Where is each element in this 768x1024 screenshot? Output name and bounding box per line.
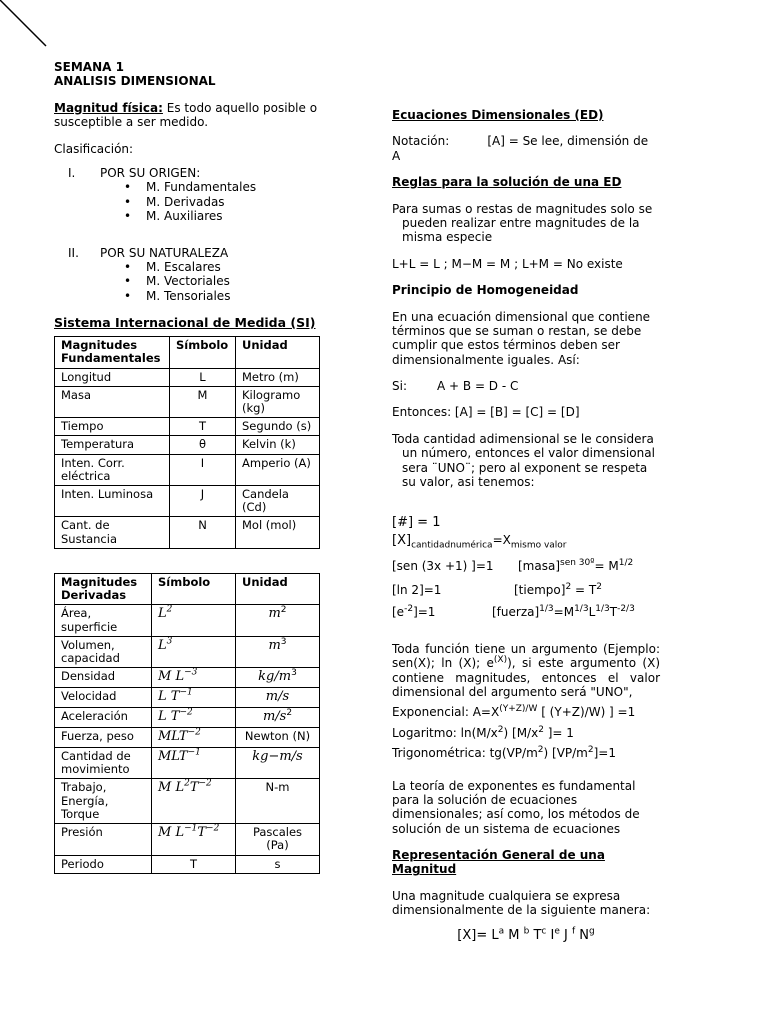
rule-number: [#] = 1 [392,515,441,531]
table-cell: Mol (mol) [236,517,320,548]
notacion-line: Notación: [A] = Se lee, dimensión de A [392,134,649,163]
column-header: Símbolo [170,337,236,368]
table-row [55,708,320,728]
list-item: • M. Auxiliares [146,209,322,223]
table-cell: Fuerza, peso [55,728,152,748]
table-cell: Periodo [55,855,152,873]
table-row [55,454,320,485]
table-cell: Cantidad de movimiento [55,747,152,778]
reglas-text: Para sumas o restas de magnitudes solo se pueden realizar entre magnitudes de la misma especie [392,201,653,245]
table-header-row [55,573,320,604]
unit-cell: $m^2$ [236,605,320,636]
unit-cell: m/s [236,688,320,708]
fundamental-units-table [54,336,320,549]
table-row [55,855,320,873]
table-row [55,418,320,436]
list-item: • M. Vectoriales [146,274,322,288]
week-label: SEMANA 1 [54,60,124,74]
symbol-cell: T [152,855,236,873]
table-cell: Longitud [55,368,170,386]
list-item: • M. Escalares [146,260,322,274]
table-cell: Velocidad [55,688,152,708]
list-item: • M. Tensoriales [146,289,322,303]
table-header-row [55,337,320,368]
si-title: Sistema Internacional de Medida (SI) [54,315,316,331]
table-cell: Densidad [55,668,152,688]
table-cell: Volumen, capacidad [55,636,152,667]
table-cell: Temperatura [55,436,170,454]
page-title: ANALISIS DIMENSIONAL [54,74,216,89]
table-cell: Presión [55,824,152,855]
table-cell: M [170,386,236,417]
ed-title: Ecuaciones Dimensionales (ED) [392,108,604,122]
table-cell: Área, superficie [55,605,152,636]
table-cell: Trabajo, Energía, Torque [55,779,152,824]
symbol-cell: L $T^{-2}$ [152,708,236,728]
table-row [55,779,320,824]
symbol-cell: L $T^{-1}$ [152,688,236,708]
table-cell: Candela (Cd) [236,486,320,517]
list-item: • M. Derivadas [146,195,322,209]
homogeneidad-text: En una ecuación dimensional que contiene términos que se suman o restan, se debe cumplir que estos términos deben ser dimensionalmente iguales. Así: [392,309,651,367]
unit-cell: $m/s^2$ [236,708,320,728]
table-cell: Metro (m) [236,368,320,386]
table-cell: Amperio (A) [236,454,320,485]
rule-ln-tiempo: [ln 2]=1 [tiempo]$^2$ = $T^2$ [392,582,602,597]
clasificacion-label: Clasificación: [54,141,134,156]
table-cell: J [170,486,236,517]
symbol-cell: M $L^{-1}T^{-2}$ [152,824,236,855]
rule-sen-masa: [sen (3x +1) ]=1 [masa]$^{sen 30º}$= $M^{1/2}$ [392,557,634,573]
table-cell: θ [170,436,236,454]
column-header: Unidad [236,573,320,604]
table-row [55,386,320,417]
rule-e-fuerza: $[e^{-2}]=1$ $[fuerza]^{1/3}=M^{1/3}L^{1/3}T^{-2/3}$ [392,604,635,620]
right-column [392,108,660,943]
table-cell: N [170,517,236,548]
magnitud-definition: Magnitud física: Es todo aquello posible o susceptible a ser medido. [54,100,318,130]
table-row [55,668,320,688]
symbol-cell: $MLT^{-1}$ [152,747,236,778]
naturaleza-list [54,260,322,303]
unit-cell: $m^3$ [236,636,320,667]
symbol-cell: M $L^2T^{-2}$ [152,779,236,824]
table-row [55,436,320,454]
table-cell: Inten. Luminosa [55,486,170,517]
representacion-text: Una magnitude cualquiera se expresa dimensionalmente de la siguiente manera: [392,888,651,918]
table-cell: Cant. de Sustancia [55,517,170,548]
table-cell: Segundo (s) [236,418,320,436]
unit-cell: kg−m/s [236,747,320,778]
logaritmo-rule: Logaritmo: $\ln(M/x^2)$ [$M/x^2$ ]= 1 [392,724,574,740]
table-row [55,636,320,667]
symbol-cell: $L^3$ [152,636,236,667]
list-item: • M. Fundamentales [146,180,322,194]
column-header: Magnitudes Derivadas [55,573,152,604]
table-row [55,747,320,778]
adimensional-text: Toda cantidad adimensional se le considera un número, entonces el valor dimensional sera ¨UNO¨; pero al exponent se respeta su valor, asi tenemos: [392,431,655,490]
teoria-text: La teoría de exponentes es fundamental para la solución de ecuaciones dimensionales; así como, los métodos de solución de un sistema de ecuaciones [392,778,640,836]
funcion-text: Toda función tiene un argumento (Ejemplo: sen(X); ln (X); $e^{(X)}$), si este argumento (X) contiene magnitudes, entonces el valor dimensional del argumento será "UNO", [392,641,661,699]
table-cell: Kilogramo (kg) [236,386,320,417]
table-row [55,486,320,517]
derived-units-table [54,573,320,874]
reglas-equation: L+L = L ; M−M = M ; L+M = No existe [392,256,623,271]
homogeneidad-title: Principio de Homogeneidad [392,283,579,298]
table-cell: I [170,454,236,485]
table-cell: Masa [55,386,170,417]
dimension-rules [392,515,660,619]
unit-cell: Newton (N) [236,728,320,748]
table-cell: Aceleración [55,708,152,728]
general-formula: $[X]= L^a$ M $^b$ $T^c$ Ie J $^f$ $N^g$ [457,926,595,943]
exponencial-rule: Exponencial: $A=X^{(Y+Z)/W}$ [ (Y+Z)/W) ] =1 [392,704,636,720]
symbol-cell: M $L^{-3}$ [152,668,236,688]
symbol-cell: $MLT^{-2}$ [152,728,236,748]
entonces-equation: Entonces: [A] = [B] = [C] = [D] [392,405,580,420]
symbol-cell: $L^2$ [152,605,236,636]
table-row [55,824,320,855]
table-row [55,728,320,748]
table-cell: Kelvin (k) [236,436,320,454]
table-row [55,517,320,548]
table-cell: Inten. Corr. eléctrica [55,454,170,485]
corner-decoration-line [0,0,60,60]
table-cell: T [170,418,236,436]
column-header: Magnitudes Fundamentales [55,337,170,368]
table-cell: L [170,368,236,386]
left-column [54,60,322,874]
rule-numeric-quantity: $[X]_{cantidadnumérica}=X_{mismo valor}$ [392,533,567,551]
unit-cell: N-m [236,779,320,824]
table-cell: Tiempo [55,418,170,436]
trigonometrica-rule: Trigonométrica: $tg(VP/m^2)$ $[VP/m^2]=1$ [392,745,616,761]
si-equation: Si: A + B = D - C [392,379,519,394]
origen-heading: I. POR SU ORIGEN: [68,165,201,180]
table-row [55,368,320,386]
reglas-title: Reglas para la solución de una ED [392,175,622,190]
column-header: Símbolo [152,573,236,604]
column-header: Unidad [236,337,320,368]
naturaleza-heading: II. POR SU NATURALEZA [68,245,229,260]
unit-cell: $kg/m^3$ [236,668,320,688]
table-row [55,605,320,636]
unit-cell: Pascales (Pa) [236,824,320,855]
representacion-title: Representación General de una Magnitud [392,848,605,877]
origen-list [54,180,322,223]
table-row [55,688,320,708]
unit-cell: s [236,855,320,873]
